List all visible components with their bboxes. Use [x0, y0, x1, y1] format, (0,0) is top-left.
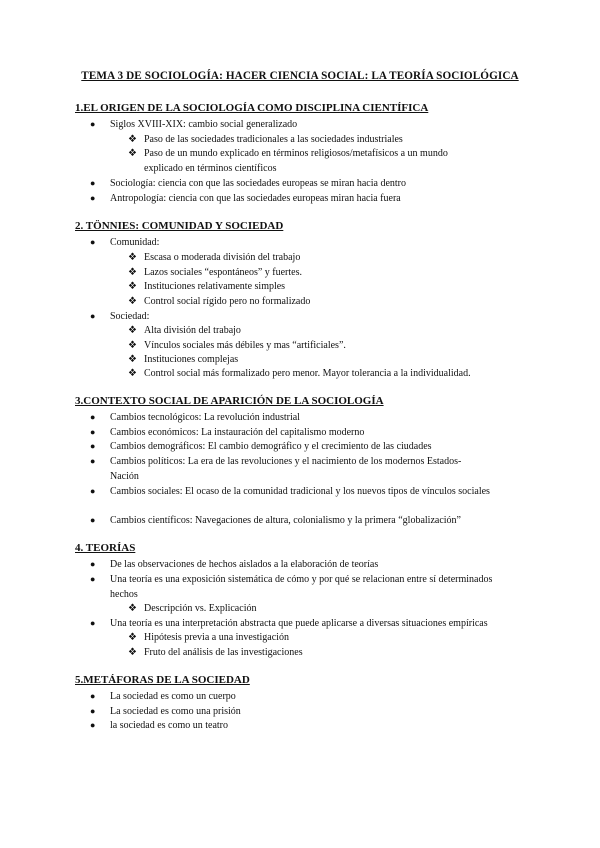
sub-bullet-item: ❖ Fruto del análisis de las investigaciones [128, 647, 303, 658]
section-heading-5: 5.METÁFORAS DE LA SOCIEDAD [75, 674, 250, 686]
bullet-item: ● Cambios tecnológicos: La revolución industrial [90, 412, 300, 423]
bullet-item: ● La sociedad es como un cuerpo [90, 691, 236, 702]
bullet-item: ● la sociedad es como un teatro [90, 720, 229, 731]
sub-bullet-item: ❖ Escasa o moderada división del trabajo [128, 252, 301, 263]
sub-bullet-item: ❖ Descripción vs. Explicación [128, 603, 257, 614]
bullet-item: ● Una teoría es una exposición sistemática de cómo y por qué se relacionan entre sí determinados hechos [90, 574, 493, 600]
sub-bullet-item: ❖ Control social más formalizado pero menor. Mayor tolerancia a la individualidad. [128, 368, 471, 379]
document-title: TEMA 3 DE SOCIOLOGÍA: HACER CIENCIA SOCIAL: LA TEORÍA SOCIOLÓGICA [81, 70, 519, 82]
bullet-item: ● Siglos XVIII-XIX: cambio social generalizado [90, 119, 298, 130]
bullet-item: ● Cambios políticos: La era de las revoluciones y el nacimiento de los modernos Estados-Nación [90, 456, 462, 482]
bullet-item: ● Comunidad: [90, 237, 160, 248]
sub-bullet-item: ❖ Control social rígido pero no formalizado [128, 296, 311, 307]
sub-bullet-item: ❖ Paso de las sociedades tradicionales a las sociedades industriales [128, 134, 403, 145]
sub-bullet-item: ❖ Instituciones complejas [128, 354, 239, 365]
bullet-item: ● Sociología: ciencia con que las sociedades europeas se miran hacia dentro [90, 178, 406, 189]
bullet-item: ● De las observaciones de hechos aislados a la elaboración de teorías [90, 559, 379, 570]
bullet-item: ● Cambios económicos: La instauración del capitalismo moderno [90, 427, 365, 438]
section-heading-3: 3.CONTEXTO SOCIAL DE APARICIÓN DE LA SOCIOLOGÍA [75, 395, 384, 407]
bullet-item: ● Sociedad: [90, 311, 150, 322]
bullet-item: ● Cambios sociales: El ocaso de la comunidad tradicional y los nuevos tipos de vínculos sociales [90, 486, 490, 497]
sub-bullet-item: ❖ Lazos sociales “espontáneos” y fuertes. [128, 267, 302, 278]
sub-bullet-item: ❖ Paso de un mundo explicado en términos religiosos/metafísicos a un mundo explicado en términos científicos [128, 148, 448, 174]
section-heading-4: 4. TEORÍAS [75, 542, 136, 554]
section-heading-1: 1.EL ORIGEN DE LA SOCIOLOGÍA COMO DISCIPLINA CIENTÍFICA [75, 102, 429, 114]
bullet-item: ● Cambios científicos: Navegaciones de altura, colonialismo y la primera “globalización” [90, 515, 461, 526]
sub-bullet-item: ❖ Vínculos sociales más débiles y mas “artificiales”. [128, 340, 346, 351]
bullet-item: ● La sociedad es como una prisión [90, 706, 241, 717]
sub-bullet-item: ❖ Alta división del trabajo [128, 325, 241, 336]
section-heading-2: 2. TÖNNIES: COMUNIDAD Y SOCIEDAD [75, 220, 284, 232]
sub-bullet-item: ❖ Hipótesis previa a una investigación [128, 632, 289, 643]
bullet-item: ● Cambios demográficos: El cambio demográfico y el crecimiento de las ciudades [90, 441, 432, 452]
sub-bullet-item: ❖ Instituciones relativamente simples [128, 281, 286, 292]
bullet-item: ● Antropología: ciencia con que las sociedades europeas miran hacia fuera [90, 193, 401, 204]
bullet-item: ● Una teoría es una interpretación abstracta que puede aplicarse a diversas situaciones empíricas [90, 618, 488, 629]
